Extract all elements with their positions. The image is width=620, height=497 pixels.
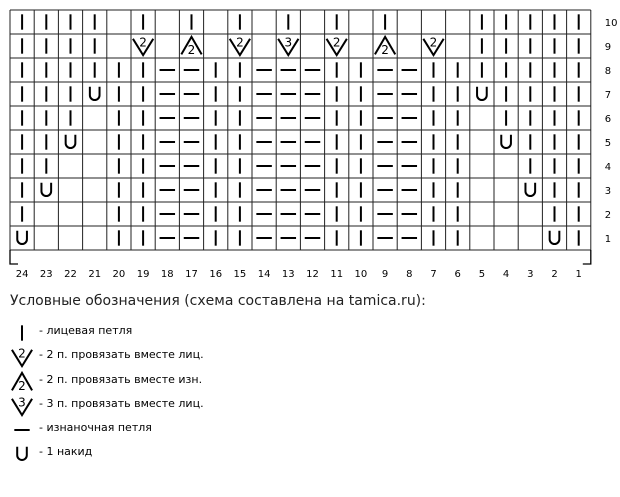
knit-stitch-icon [10, 321, 34, 345]
k3tog-icon [10, 394, 34, 418]
column-number-label: 20 [112, 269, 126, 280]
column-number-label: 15 [233, 269, 247, 280]
p2tog-symbol [375, 37, 395, 57]
svg-text:2: 2 [187, 43, 196, 58]
legend-item-text: - 2 п. провязать вместе изн. [39, 373, 203, 386]
legend-item [10, 394, 610, 416]
column-number-label: 11 [330, 269, 344, 280]
row-number-label: 6 [604, 114, 612, 125]
svg-text:2: 2 [429, 35, 438, 50]
k3tog-symbol [278, 35, 298, 55]
row-number-label: 1 [604, 234, 612, 245]
column-number-label: 23 [39, 269, 53, 280]
k2tog-symbol [327, 35, 347, 55]
bracket-right [583, 250, 591, 264]
column-number-label: 7 [430, 269, 437, 280]
yarn-over-symbol [90, 87, 100, 100]
column-number-label: 6 [454, 269, 461, 280]
legend-item-text: - лицевая петля [39, 324, 133, 337]
column-number-label: 17 [185, 269, 198, 280]
legend-item [10, 442, 610, 464]
column-number-label: 10 [354, 269, 368, 280]
legend-item-text: - 2 п. провязать вместе лиц. [39, 348, 204, 361]
column-number-label: 5 [478, 269, 486, 280]
column-number-label: 8 [406, 269, 413, 280]
column-number-label: 12 [306, 269, 319, 280]
row-number-label: 2 [604, 210, 612, 221]
column-number-label: 3 [527, 269, 534, 280]
yarn-over-symbol [501, 135, 511, 148]
column-number-label: 14 [257, 269, 271, 280]
column-number-label: 9 [381, 269, 389, 280]
svg-text:2: 2 [139, 35, 147, 50]
p2tog-icon [10, 370, 34, 394]
bracket-left [10, 250, 18, 264]
row-number-label: 3 [604, 186, 612, 197]
row-number-label: 4 [604, 162, 612, 173]
purl-stitch-icon [10, 418, 34, 442]
p2tog-symbol [181, 37, 201, 57]
legend-item-text: - изнаночная петля [39, 421, 152, 434]
svg-text:2: 2 [18, 346, 26, 361]
legend-item-text: - 3 п. провязать вместе лиц. [39, 397, 204, 410]
legend-title: Условные обозначения (схема составлена на tamica.ru): [10, 293, 426, 309]
k2tog-icon [10, 345, 34, 369]
svg-text:3: 3 [284, 35, 293, 50]
svg-text:2: 2 [332, 35, 341, 50]
svg-text:3: 3 [18, 395, 26, 410]
legend-item [10, 321, 610, 343]
yarn-over-symbol [525, 183, 535, 196]
chart-grid [10, 10, 591, 250]
row-number-label: 5 [604, 138, 612, 149]
column-number-label: 19 [136, 269, 150, 280]
legend-item-text: - 1 накид [39, 445, 93, 458]
column-number-label: 18 [160, 269, 174, 280]
legend-item [10, 345, 610, 367]
k2tog-symbol [423, 35, 443, 55]
row-number-label: 10 [604, 18, 618, 29]
column-number-label: 1 [575, 269, 582, 280]
row-number-label: 8 [604, 66, 612, 77]
svg-text:2: 2 [381, 43, 389, 58]
column-number-label: 4 [502, 269, 510, 280]
row-number-label: 7 [604, 90, 612, 101]
column-number-label: 13 [281, 269, 295, 280]
yarn-over-symbol [41, 183, 51, 196]
svg-text:2: 2 [236, 35, 244, 50]
column-number-label: 24 [15, 269, 29, 280]
legend-item [10, 418, 610, 440]
k2tog-symbol [230, 35, 250, 55]
column-number-label: 2 [551, 269, 558, 280]
column-number-label: 16 [209, 269, 223, 280]
svg-text:2: 2 [18, 379, 26, 394]
column-number-label: 21 [88, 269, 102, 280]
column-number-label: 22 [64, 269, 77, 280]
legend-item [10, 370, 610, 392]
yarn-over-symbol [550, 231, 560, 244]
yarn-over-symbol [66, 135, 76, 148]
row-number-label: 9 [604, 42, 612, 53]
yarn-over-icon [10, 442, 34, 466]
yarn-over-symbol [477, 87, 487, 100]
yarn-over-symbol [17, 231, 27, 244]
k2tog-symbol [133, 35, 153, 55]
